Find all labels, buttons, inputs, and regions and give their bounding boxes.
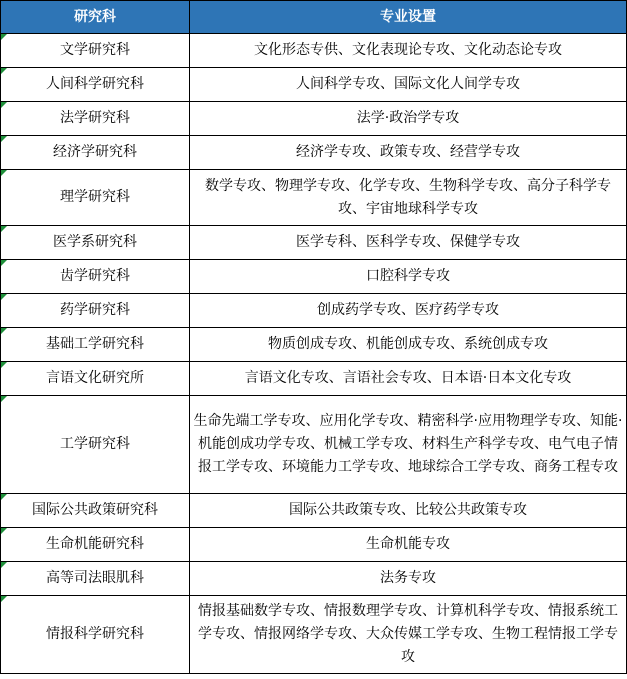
table-row: [1, 562, 627, 596]
school-cell: 经济学研究科: [1, 136, 190, 170]
header-school: 研究科: [1, 1, 190, 34]
table-header-row: [1, 1, 627, 34]
table-row: [1, 136, 627, 170]
table-row: [1, 528, 627, 562]
majors-cell: 言语文化专攻、言语社会专攻、日本语·日本文化专攻: [190, 362, 627, 396]
table-row: [1, 362, 627, 396]
table-row: [1, 68, 627, 102]
school-cell: 理学研究科: [1, 170, 190, 226]
majors-cell: 法务专攻: [190, 562, 627, 596]
table-row: [1, 596, 627, 674]
table-row: [1, 260, 627, 294]
majors-cell: 医学专科、医科学专攻、保健学专攻: [190, 226, 627, 260]
majors-cell: 法学·政治学专攻: [190, 102, 627, 136]
table-row: [1, 328, 627, 362]
majors-cell: 情报基础数学专攻、情报数理学专攻、计算机科学专攻、情报系统工学专攻、情报网络学专攻、大众传媒工学专攻、生物工程情报工学专攻: [190, 596, 627, 674]
school-cell: 法学研究科: [1, 102, 190, 136]
table-row: [1, 34, 627, 68]
table-row: [1, 226, 627, 260]
table-row: [1, 396, 627, 494]
school-cell: 医学系研究科: [1, 226, 190, 260]
school-cell: 生命机能研究科: [1, 528, 190, 562]
school-cell: 药学研究科: [1, 294, 190, 328]
school-cell: 人间科学研究科: [1, 68, 190, 102]
school-cell: 工学研究科: [1, 396, 190, 494]
school-cell: 文学研究科: [1, 34, 190, 68]
majors-cell: 生命先端工学专攻、应用化学专攻、精密科学·应用物理学专攻、知能·机能创成功学专攻、机械工学专攻、材料生产科学专攻、电气电子情报工学专攻、环境能力工学专攻、地球综合工学专攻、商务工程专攻: [190, 396, 627, 494]
table-row: [1, 102, 627, 136]
school-cell: 言语文化研究所: [1, 362, 190, 396]
majors-cell: 经济学专攻、政策专攻、经营学专攻: [190, 136, 627, 170]
school-cell: 齿学研究科: [1, 260, 190, 294]
majors-cell: 国际公共政策专攻、比较公共政策专攻: [190, 494, 627, 528]
school-cell: 情报科学研究科: [1, 596, 190, 674]
table-row: [1, 494, 627, 528]
majors-cell: 口腔科学专攻: [190, 260, 627, 294]
majors-cell: 文化形态专供、文化表现论专攻、文化动态论专攻: [190, 34, 627, 68]
majors-cell: 人间科学专攻、国际文化人间学专攻: [190, 68, 627, 102]
majors-cell: 创成药学专攻、医疗药学专攻: [190, 294, 627, 328]
majors-cell: 数学专攻、物理学专攻、化学专攻、生物科学专攻、高分子科学专攻、宇宙地球科学专攻: [190, 170, 627, 226]
table-row: [1, 294, 627, 328]
majors-cell: 生命机能专攻: [190, 528, 627, 562]
school-cell: 高等司法眼肌科: [1, 562, 190, 596]
school-cell: 国际公共政策研究科: [1, 494, 190, 528]
majors-cell: 物质创成专攻、机能创成专攻、系统创成专攻: [190, 328, 627, 362]
table-row: [1, 170, 627, 226]
header-majors: 专业设置: [190, 1, 627, 34]
school-cell: 基础工学研究科: [1, 328, 190, 362]
